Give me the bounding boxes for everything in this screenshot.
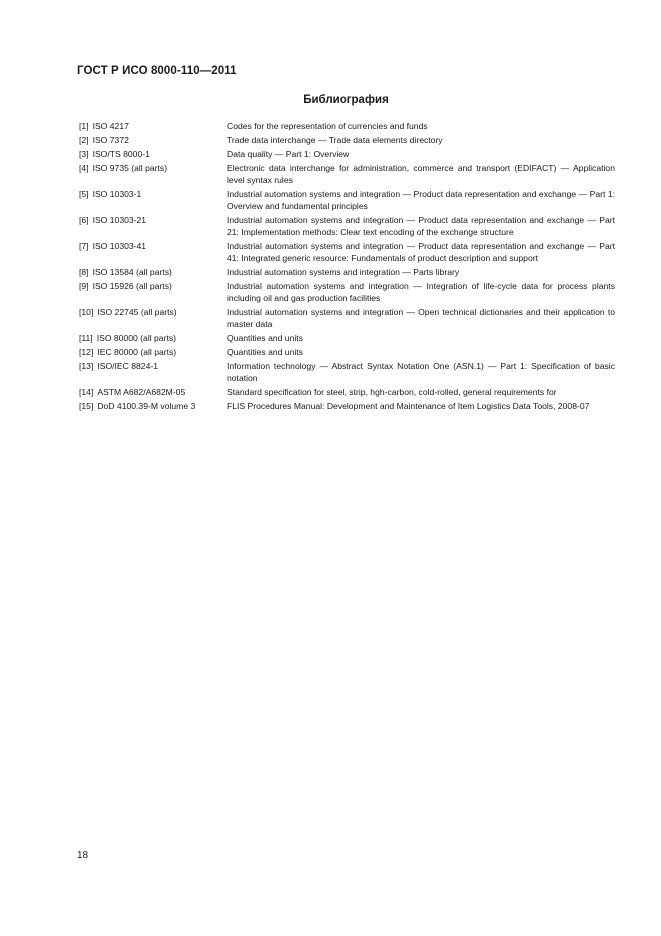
entry-number: [13] [79,360,94,371]
entry-number: [7] [79,240,89,251]
bibliography-entry [79,241,615,265]
bibliography-entry [79,333,615,345]
entry-number: [9] [79,280,89,291]
entry-reference [79,215,227,239]
entry-number: [2] [79,135,89,146]
entry-code: ASTM A682/A682M-05 [97,386,186,397]
entry-reference [79,281,227,305]
bibliography-list [79,121,615,415]
entry-number: [15] [79,400,94,411]
entry-reference [79,333,227,345]
entry-reference [79,135,227,147]
bibliography-entry [79,163,615,187]
entry-number: [14] [79,386,94,397]
entry-code: ISO 22745 (all parts) [97,306,177,317]
entry-title: Industrial automation systems and integration — Integration of life-cycle data for process plants including oil and gas production facilities [227,280,615,303]
entry-reference [79,189,227,213]
bibliography-entry [79,215,615,239]
bibliography-entry [79,401,615,413]
entry-reference [79,163,227,187]
entry-reference [79,241,227,265]
entry-number: [1] [79,121,89,131]
entry-reference [79,347,227,359]
entry-title: Trade data interchange — Trade data elements directory [227,135,443,146]
entry-code: ISO 7372 [92,135,129,146]
entry-code: ISO/IEC 8824-1 [97,360,159,371]
bibliography-entry [79,361,615,385]
entry-code: DoD 4100.39-M volume 3 [97,400,196,411]
entry-number: [5] [79,189,89,200]
entry-number: [8] [79,266,89,277]
entry-title: Information technology — Abstract Syntax Notation One (ASN.1) — Part 1: Specification of basic notation [227,360,615,383]
entry-reference [79,361,227,385]
entry-code: ISO 13584 (all parts) [92,266,172,277]
entry-reference [79,267,227,279]
entry-number: [10] [79,306,94,317]
bibliography-entry [79,149,615,161]
bibliography-entry [79,307,615,331]
entry-title: Data quality — Part 1: Overview [227,149,350,160]
entry-code: ISO 10303-41 [92,240,147,251]
entry-title: FLIS Procedures Manual: Development and Maintenance of Item Logistics Data Tools, 2008-07 [227,400,590,411]
bibliography-title: Библиография [303,94,389,106]
entry-code: ISO 10303-1 [92,189,142,200]
entry-code: IEC 80000 (all parts) [97,346,177,357]
entry-title: Industrial automation systems and integration — Open technical dictionaries and their application to master data [227,306,615,329]
entry-reference [79,307,227,331]
entry-number: [6] [79,215,89,226]
entry-title: Industrial automation systems and integration — Product data representation and exchange — Part 21: Implementation methods: Clear text encoding of the exchange structure [227,215,615,237]
standard-header: ГОСТ Р ИСО 8000-110—2011 [77,65,237,77]
entry-code: ISO 10303-21 [92,215,147,226]
bibliography-entry [79,189,615,213]
entry-code: ISO 9735 (all parts) [92,163,168,174]
entry-code: ISO 15926 (all parts) [92,280,172,291]
page-number: 18 [77,850,89,861]
entry-number: [4] [79,163,89,174]
entry-number: [12] [79,346,94,357]
bibliography-entry [79,267,615,279]
bibliography-entry [79,135,615,147]
entry-code: ISO 4217 [92,121,129,131]
entry-reference [79,121,227,133]
entry-number: [11] [79,332,93,343]
entry-code: ISO 80000 (all parts) [96,332,176,343]
entry-code: ISO/TS 8000-1 [92,149,150,160]
entry-reference [79,401,227,413]
entry-title: Electronic data interchange for administration, commerce and transport (EDIFACT) — Application level syntax rules [227,163,615,186]
entry-reference [79,149,227,161]
entry-reference [79,387,227,399]
entry-title: Industrial automation systems and integration — Product data representation and exchange — Part 1: Overview and fundamental principles [227,189,615,211]
entry-title: Industrial automation systems and integration — Product data representation and exchange — Part 41: Integrated generic resource: Fundamentals of product description and support [227,240,615,263]
bibliography-entry [79,387,615,399]
entry-title: Quantities and units [227,346,303,357]
entry-title: Industrial automation systems and integration — Parts library [227,266,460,277]
bibliography-entry [79,347,615,359]
entry-title: Standard specification for steel, strip, hgh-carbon, cold-rolled, general requirements for [227,386,557,397]
bibliography-entry [79,121,615,133]
entry-title: Codes for the representation of currencies and funds [227,121,428,131]
entry-title: Quantities and units [227,332,303,343]
bibliography-entry [79,281,615,305]
entry-number: [3] [79,149,89,160]
